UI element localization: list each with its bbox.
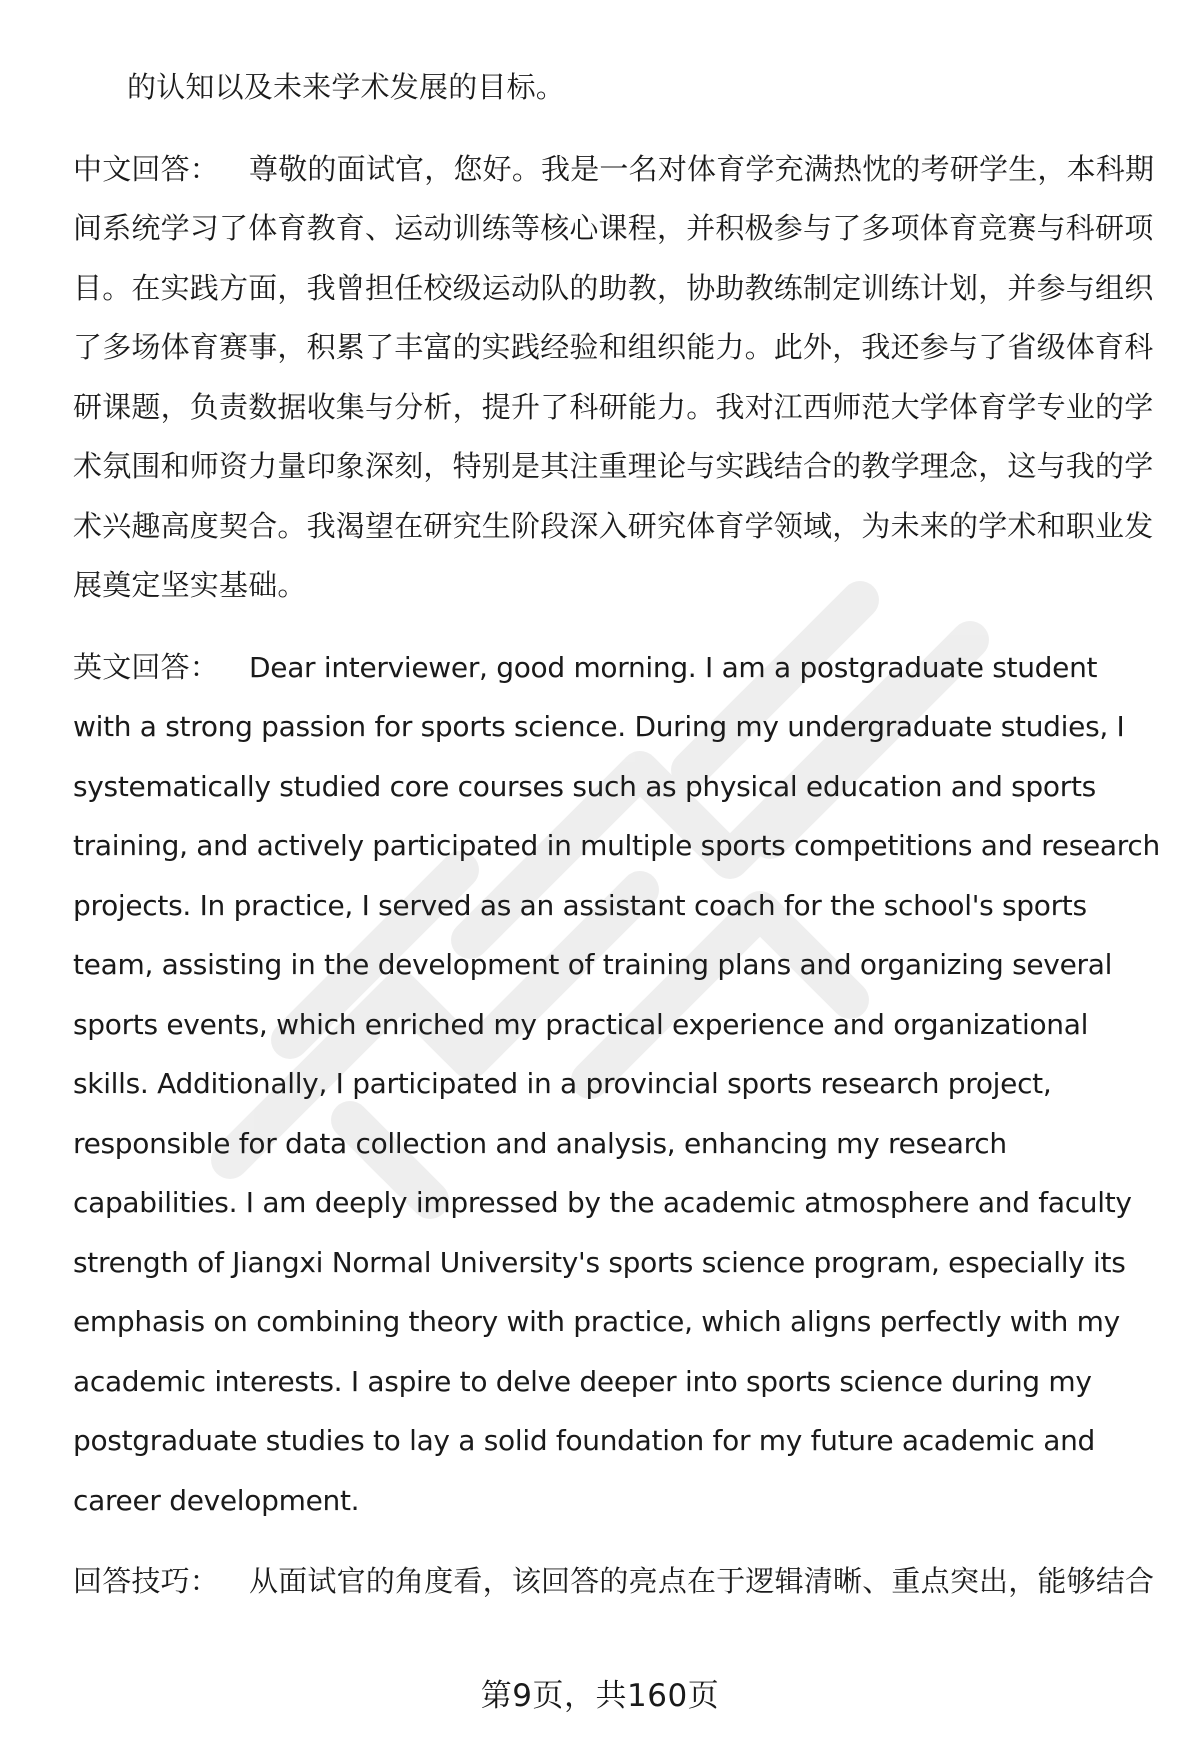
english-answer-section [73,638,1163,1531]
tips-section [73,1552,1163,1612]
chinese-answer-label: 中文回答： [73,151,220,186]
document-content [73,58,1163,1612]
page-indicator: 第9页，共160页 [480,1678,720,1714]
intro-tail-text: 的认知以及未来学术发展的目标。 [127,70,566,104]
tips-label: 回答技巧： [73,1564,220,1598]
english-answer-text: Dear interviewer, good morning. I am a postgraduate student with a strong passion for sports science. During my undergraduate studies, I systematically studied core courses such as physical education and sports training, and actively participated in multiple sports competitions and research projects. In practice, I served as an assistant coach for the school's sports team, assisting in the development of training plans and organizing several sports events, which enriched my practical experience and organizational skills. Additionally, I participated in a provincial sports research project, responsible for data collection and analysis, enhancing my research capabilities. I am deeply impressed by the academic atmosphere and faculty strength of Jiangxi Normal University's sports science program, especially its emphasis on combining theory with practice, which aligns perfectly with my academic interests. I aspire to delve deeper into sports science during my postgraduate studies to lay a solid foundation for my future academic and career development. [73,650,1160,1517]
chinese-answer-text: 尊敬的面试官，您好。我是一名对体育学充满热忱的考研学生，本科期间系统学习了体育教育、运动训练等核心课程，并积极参与了多项体育竞赛与科研项目。在实践方面，我曾担任校级运动队的助教，协助教练制定训练计划，并参与组织了多场体育赛事，积累了丰富的实践经验和组织能力。此外，我还参与了省级体育科研课题，负责数据收集与分析，提升了科研能力。我对江西师范大学体育学专业的学术氛围和师资力量印象深刻，特别是其注重理论与实践结合的教学理念，这与我的学术兴趣高度契合。我渴望在研究生阶段深入研究体育学领域，为未来的学术和职业发展奠定坚实基础。 [73,151,1155,602]
chinese-answer-section [73,140,1163,616]
tips-text: 从面试官的角度看，该回答的亮点在于逻辑清晰、重点突出，能够结合 [249,1564,1155,1598]
english-answer-label: 英文回答： [73,649,220,684]
